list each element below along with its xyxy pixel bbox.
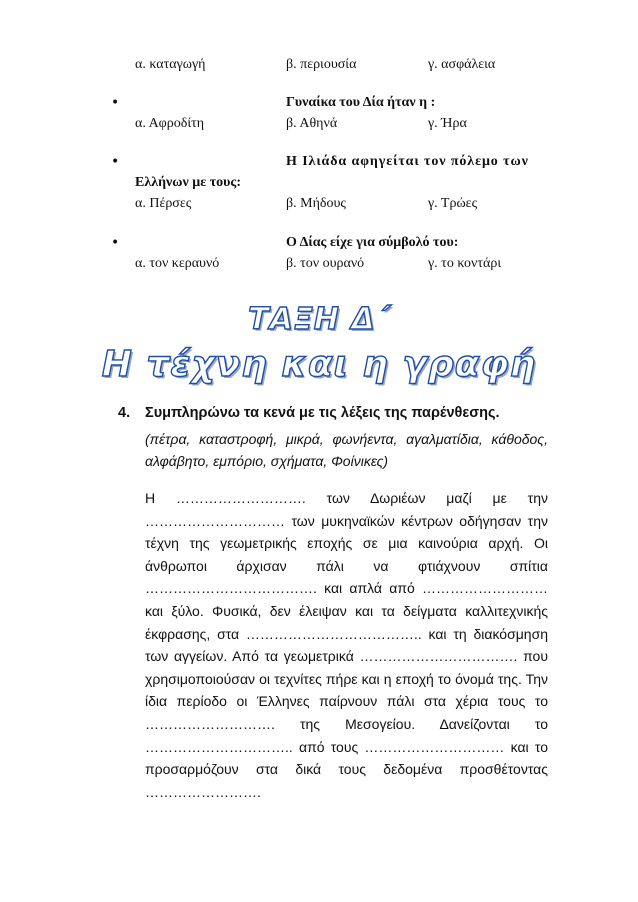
bullet-icon: • <box>111 95 120 111</box>
exercise-number: 4. <box>118 405 131 421</box>
option-c: γ. Ήρα <box>428 116 467 131</box>
exercise-instruction <box>118 405 548 421</box>
option-b: β. τον ουρανό <box>286 256 365 271</box>
fill-in-text <box>145 487 548 803</box>
chapter-title: Η τέχνη και η γραφή <box>101 344 537 385</box>
option-a: α. Πέρσες <box>135 196 192 211</box>
question-text-continued: Ελλήνων με τους: <box>135 175 241 190</box>
option-a: α. καταγωγή <box>135 57 206 72</box>
option-b: β. Μήδους <box>286 196 346 211</box>
option-b: β. περιουσία <box>286 57 357 72</box>
question-text: Ο Δίας είχε για σύμβολό του: <box>286 235 459 250</box>
option-b: β. Αθηνά <box>286 116 338 131</box>
question-text: Γυναίκα του Δία ήταν η : <box>286 95 436 110</box>
option-c: γ. το κοντάρι <box>428 256 502 271</box>
word-bank: (πέτρα, καταστροφή, μικρά, φωνήεντα, αγαλματίδια, κάθοδος, αλφάβητο, εμπόριο, σχήματα, Φοίνικες) <box>145 431 548 469</box>
option-c: γ. Τρώες <box>428 196 478 211</box>
question-text: Η Ιλιάδα αφηγείται τον πόλεμο των <box>286 154 529 169</box>
option-a: α. Αφροδίτη <box>135 116 205 131</box>
bullet-icon: • <box>111 235 120 251</box>
option-a: α. τον κεραυνό <box>135 256 220 271</box>
exercise-instruction-text: Συμπληρώνω τα κενά με τις λέξεις της παρένθεσης. <box>145 405 500 421</box>
grade-heading: ΤΑΞΗ Δ΄ <box>248 302 390 337</box>
fill-in-paragraph: Η ………………………. των Δωριέων μαζί με την ………………………… των μυκηναϊκών κέντρων οδήγησαν την τέχνη της γεωμετρικής εποχής σε μια καινούρια αρχή. Οι άνθρωποι άρχισαν πάλι να φτιάχνουν σπίτια ………………………………. και απλά από ……………………… και ξύλο. Φυσικά, δεν έλειψαν και τα δείγματα καλλιτεχνικής έκφρασης, στα ……………………………….. και τη διακόσμηση των αγγείων. Από τα γεωμετρικά ……………………………. που χρησιμοποιούσαν οι τεχνίτες πήρε και η εποχή το όνομά της. Την ίδια περίοδο οι Έλληνες παίρνουν πάλι στα χέρια τους το ………………………. της Μεσογείου. Δανείζονται το ………………………….. από τους ………………………… και το προσαρμόζουν στα δικά τους δεδομένα προσθέτοντας ……………………. <box>145 490 548 800</box>
option-c: γ. ασφάλεια <box>428 57 496 72</box>
bullet-icon: • <box>111 154 120 170</box>
